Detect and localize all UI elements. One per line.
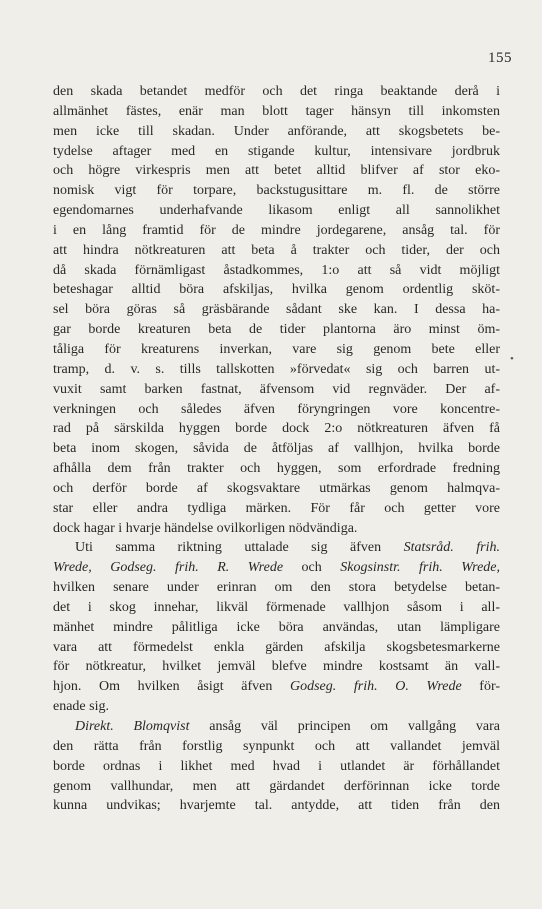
text-segment: för- — [461, 679, 501, 695]
italic-name: Godseg. frih. O. Wrede — [289, 679, 462, 695]
text-line — [53, 717, 500, 737]
text-segment: hvilken senare under erinran om den stora betydelse betan- — [53, 580, 500, 596]
text-segment: nomisk vigt för torpare, backstugusittare m. fl. de större — [53, 183, 500, 199]
text-segment: Uti samma riktning uttalade sig äfven — [75, 540, 404, 556]
text-line — [53, 300, 500, 320]
text-line — [53, 499, 500, 519]
text-segment: den skada betandet medför och det ringa beaktande derå i — [53, 84, 500, 99]
text-line — [53, 519, 500, 539]
italic-name: Wrede, Godseg. frih. R. Wrede — [53, 560, 284, 576]
italic-name: Skogsinstr. frih. Wrede, — [340, 560, 501, 576]
text-line — [53, 201, 500, 221]
text-segment: tydelse aftager med en stigande kultur, intensivare jordbruk — [53, 143, 500, 159]
text-segment: vuxit samt barken fastnat, äfvensom vid regnväder. Der af- — [53, 381, 500, 397]
text-segment: ansåg väl principen om vallgång vara — [189, 719, 500, 734]
text-segment: tramp, d. v. s. tills tallskotten »förvedat« sig och barren ut- — [53, 361, 500, 377]
text-segment: verkningen och således äfven föryngringen vore koncentre- — [53, 401, 500, 417]
text-segment: i en lång framtid för de mindre jordegarene, ansåg tal. för — [53, 222, 500, 238]
text-segment: det i skog innehar, likväl förmenade vallhjon såsom i all- — [53, 599, 500, 615]
text-line — [53, 538, 500, 558]
text-line — [53, 598, 500, 618]
text-line — [53, 558, 500, 578]
text-segment: genom vallhundar, men att gärdandet derförinnan icke torde — [53, 778, 500, 794]
text-line — [53, 638, 500, 658]
text-segment: dock hagar i hvarje händelse ovilkorligen nödvändiga. — [53, 520, 358, 536]
text-line — [53, 82, 500, 102]
text-segment: för nötkreatur, hvilket jemväl blefve mindre kostsamt än vall- — [53, 659, 500, 675]
text-segment: då skada förnämligast åstadkommes, 1:o att så vidt möjligt — [53, 262, 500, 278]
text-line — [53, 757, 500, 777]
text-line — [53, 578, 500, 598]
text-line — [53, 161, 500, 181]
page-number: 155 — [488, 50, 512, 66]
text-segment: men icke till skadan. Under anförande, att skogsbetets be- — [53, 123, 500, 139]
text-line — [53, 777, 500, 797]
text-line — [53, 261, 500, 281]
text-segment: beta inom skogen, såvida de åtföljas af vallhjon, hvilka borde — [53, 441, 500, 457]
text-line — [53, 479, 500, 499]
text-segment: och — [283, 560, 341, 576]
text-line — [53, 657, 500, 677]
text-line — [53, 221, 500, 241]
italic-name: Direkt. Blomqvist — [75, 719, 190, 734]
text-line — [53, 400, 500, 420]
text-segment: mänhet mindre pålitliga icke böra användas, utan lämpligare — [53, 619, 500, 635]
text-segment: gar borde kreaturen beta de tider plantorna äro minst öm- — [53, 322, 500, 338]
text-line — [53, 380, 500, 400]
text-line — [53, 340, 500, 360]
text-segment: enade sig. — [53, 699, 109, 715]
text-segment: hjon. Om hvilken åsigt äfven — [53, 679, 290, 695]
text-segment: kunna undvikas; hvarjemte tal. antydde, att tiden från den — [53, 798, 500, 814]
text-line — [53, 320, 500, 340]
text-segment: den rätta från forstlig synpunkt och att vallandet jemväl — [53, 738, 500, 754]
text-line — [53, 737, 500, 757]
text-line — [53, 280, 500, 300]
text-segment: allmänhet fästes, enär man blott tager hänsyn till inkomsten — [53, 103, 500, 119]
margin-mark: • — [510, 353, 514, 365]
text-segment: beteshagar alltid böra afskiljas, hvilka genom ordentlig sköt- — [53, 282, 500, 298]
text-segment: egendomarnes underhafvande likasom enligt all sannolikhet — [53, 203, 500, 219]
text-line — [53, 697, 500, 717]
text-line — [53, 439, 500, 459]
text-segment: afhålla dem från trakter och hyggen, som erfordrade fredning — [53, 461, 500, 477]
text-segment: borde ordnas i likhet med hvad i utlandet är förhållandet — [53, 758, 500, 774]
text-segment: att hindra nötkreaturen att beta å trakter och tider, der och — [53, 242, 500, 258]
italic-name: Statsråd. frih. — [403, 540, 500, 556]
text-line — [53, 241, 500, 261]
text-segment: star eller andra tydliga märken. För får och getter vore — [53, 500, 500, 516]
text-line — [53, 142, 500, 162]
text-line — [53, 181, 500, 201]
text-line — [53, 419, 500, 439]
text-line — [53, 360, 500, 380]
text-line — [53, 102, 500, 122]
text-line — [53, 122, 500, 142]
text-segment: vara att förmedelst enkla gärden afskilja skogsbetesmarkerne — [53, 639, 500, 655]
text-segment: tåliga för kreaturens inverkan, vare sig genom bete eller — [53, 341, 500, 357]
text-line — [53, 459, 500, 479]
text-line — [53, 677, 500, 697]
text-segment: sel böra göras så gräsbärande sådant ske kan. I dessa ha- — [53, 302, 500, 318]
text-line — [53, 618, 500, 638]
text-segment: och derför borde af skogsvaktare utmärkas genom halmqva- — [53, 480, 500, 496]
text-segment: och högre virkespris men att betet alltid blifver af stor eko- — [53, 163, 500, 179]
body-text — [53, 82, 500, 816]
text-segment: rad på särskilda hyggen borde dock 2:o nötkreaturen äfven få — [53, 421, 500, 437]
text-line — [53, 796, 500, 816]
